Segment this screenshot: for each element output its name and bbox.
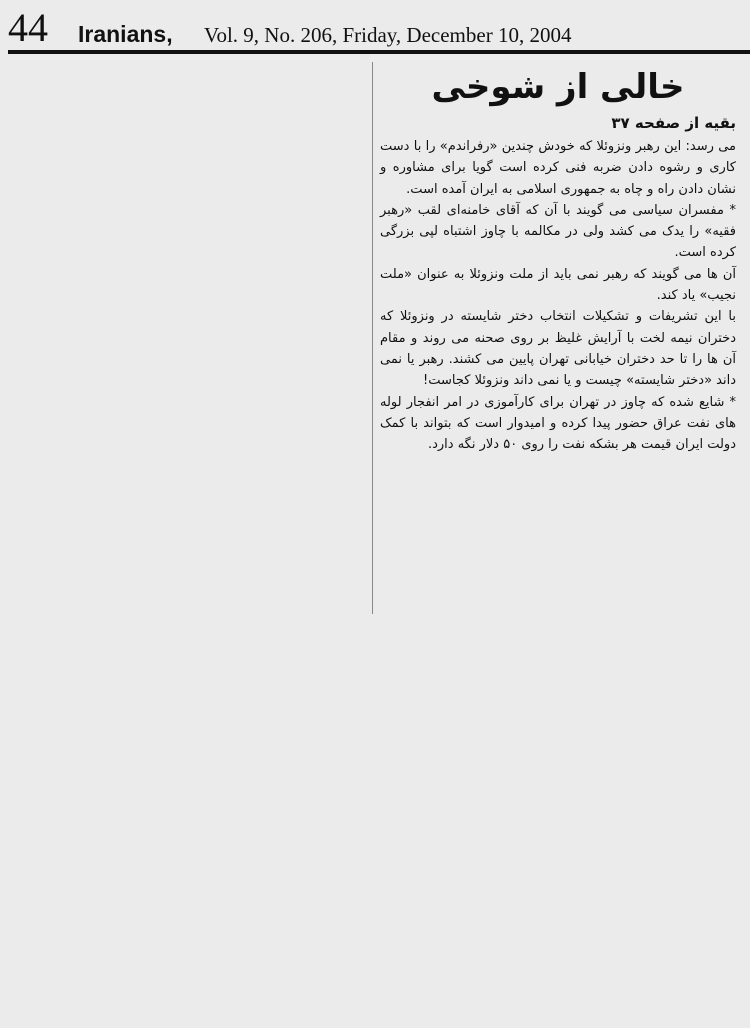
article-paragraph: با این تشریفات و تشکیلات انتخاب دختر شایسته در ونزوئلا که دختران نیمه لخت با آرایش غلیظ بر روی صحنه می روند و مقام آن ها را تا حد دختران خیابانی تهران پایین می کشند. رهبر یا نمی داند «دختر شایسته» چیست و یا نمی داند ونزوئلا کجاست! bbox=[380, 309, 736, 389]
publication-name: Iranians, bbox=[78, 21, 173, 47]
issue-info: Vol. 9, No. 206, Friday, December 10, 2004 bbox=[204, 23, 572, 47]
article-paragraph: * شایع شده که چاوز در تهران برای کارآموزی در امر انفجار لوله های نفت عراق حضور پیدا کرده و امیدوار است که بتواند با کمک دولت ایران قیمت هر بشکه نفت را روی ۵۰ دلار نگه دارد. bbox=[380, 394, 736, 453]
article bbox=[380, 62, 736, 455]
article-paragraph: می رسد: این رهبر ونزوئلا که خودش چندین «رفراندم» را با دست کاری و رشوه دادن ضربه فنی کرده است گویا برای مشاوره و نشان دادن راه و چاه به جمهوری اسلامی به ایران آمده است. bbox=[380, 139, 736, 197]
article-title: خالی از شوخی bbox=[431, 67, 685, 107]
continued-from-label: بقیه از صفحه ۳۷ bbox=[611, 114, 736, 132]
column-divider bbox=[372, 62, 373, 614]
header-rule bbox=[8, 50, 750, 54]
article-paragraph: آن ها می گویند که رهبر نمی باید از ملت ونزوئلا به عنوان «ملت نجیب» یاد کند. bbox=[380, 266, 736, 304]
page-number: 44 bbox=[8, 5, 48, 50]
masthead bbox=[8, 5, 743, 50]
article-paragraph: * مفسران سیاسی می گویند با آن که آقای خامنه‌ای لقب «رهبر فقیه» را یدک می کشد ولی در مکالمه با چاوز اشتباه لپی بزرگی کرده است. bbox=[380, 202, 736, 261]
